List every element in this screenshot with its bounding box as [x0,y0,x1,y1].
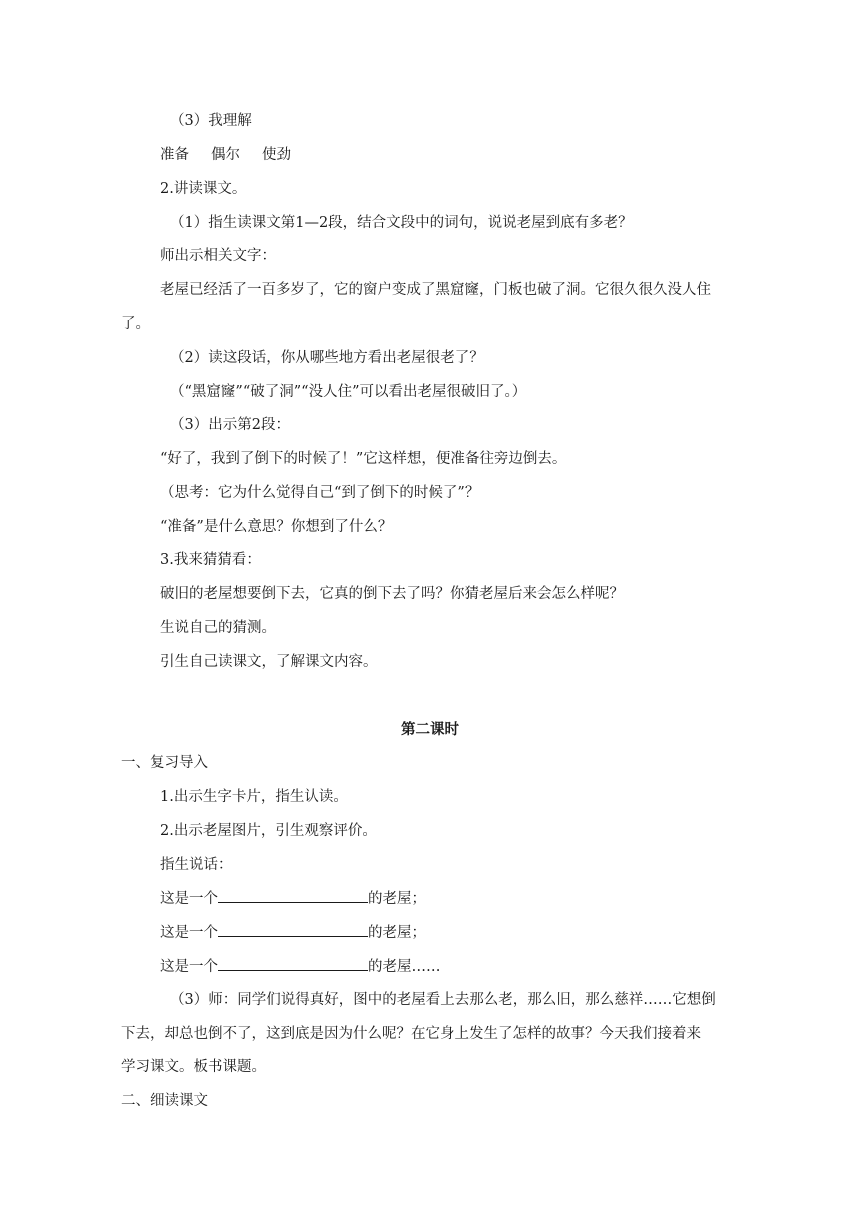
blank-underline [218,956,368,971]
fill-blank-line [160,888,426,909]
paragraph: （思考：它为什么觉得自己“到了倒下的时候了”？ [160,485,480,501]
paragraph: 学习课文。板书课题。 [121,1059,266,1075]
paragraph: 引生自己读课文，了解课文内容。 [160,654,378,670]
word: 准备 [160,147,189,163]
paragraph: 师出示相关文字： [160,248,276,264]
paragraph: （3）师：同学们说得真好，图中的老屋看上去那么老，那么旧，那么慈祥……它想倒 [170,992,716,1008]
paragraph: （1）指生读课文第1—2段，结合文段中的词句，说说老屋到底有多老？ [170,215,633,231]
paragraph: （2）读这段话，你从哪些地方看出老屋很老了？ [170,350,484,366]
list-item: 2.出示老屋图片，引生观察评价。 [160,823,377,839]
step-heading: 3.我来猜猜看： [160,552,261,568]
quote-text: “好了，我到了倒下的时候了！”它这样想，便准备往旁边倒去。 [160,451,567,467]
list-item: 1.出示生字卡片，指生认读。 [160,789,348,805]
paragraph: “准备”是什么意思？你想到了什么？ [160,519,393,535]
fill-blank-line [160,956,441,977]
part-heading: 一、复习导入 [121,755,208,771]
blank-underline [218,888,368,903]
paragraph: 下去，却总也倒不了，这到底是因为什么呢？在它身上发生了怎样的故事？今天我们接着来 [121,1026,701,1042]
fill-blank-line [160,922,426,943]
word: 使劲 [262,147,291,163]
fill-suffix: 的老屋； [368,891,426,907]
part-heading: 二、细读课文 [121,1093,208,1109]
paragraph: 指生说话： [160,857,233,873]
fill-suffix: 的老屋…… [368,959,441,975]
excerpt-text: 了。 [121,316,150,332]
fill-suffix: 的老屋； [368,925,426,941]
word: 偶尔 [211,147,240,163]
paragraph: 破旧的老屋想要倒下去，它真的倒下去了吗？你猜老屋后来会怎么样呢？ [160,586,624,602]
section-title: 第二课时 [401,721,459,738]
step-heading: 2.讲读课文。 [160,181,247,197]
fill-prefix: 这是一个 [160,891,218,907]
paragraph: （“黑窟窿”“破了洞”“没人住”可以看出老屋很破旧了。） [170,384,527,400]
vocabulary-words [160,145,291,165]
paragraph: （3）出示第2段： [170,417,290,433]
blank-underline [218,922,368,937]
excerpt-text: 老屋已经活了一百多岁了，它的窗户变成了黑窟窿，门板也破了洞。它很久很久没人住 [160,282,711,298]
fill-prefix: 这是一个 [160,959,218,975]
paragraph: 生说自己的猜测。 [160,620,276,636]
fill-prefix: 这是一个 [160,925,218,941]
understand-heading: （3）我理解 [170,113,252,129]
